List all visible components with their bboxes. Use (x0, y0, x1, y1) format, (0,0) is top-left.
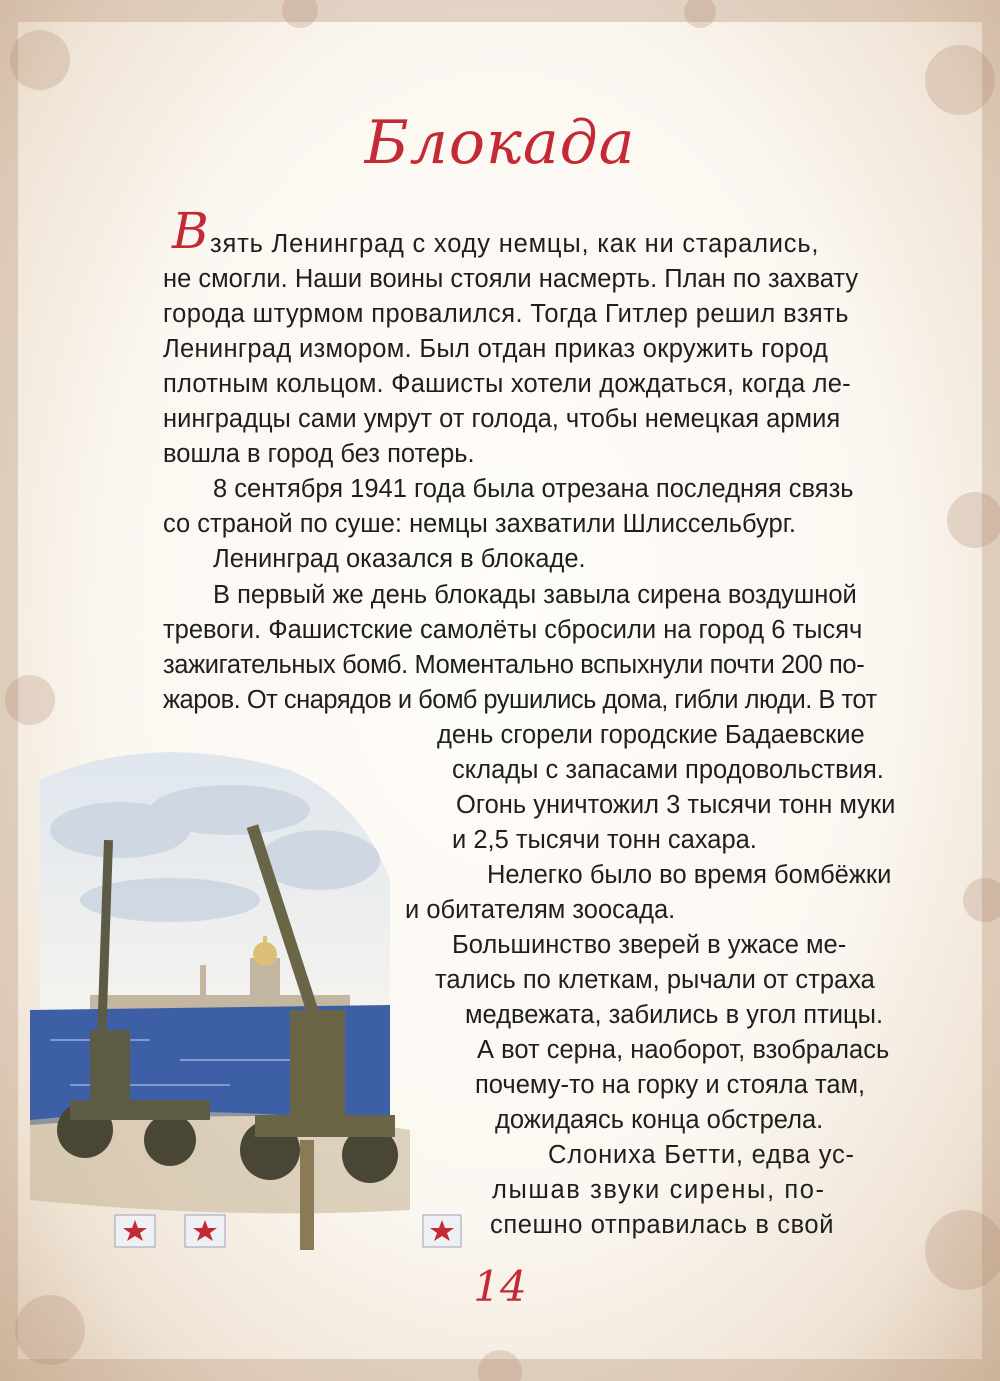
text-line: Ленинград измором. Был отдан приказ окружить город (163, 335, 829, 363)
text-line: не смогли. Наши воины стояли насмерть. План по захвату (163, 265, 859, 293)
text-line: спешно отправилась в свой (490, 1211, 835, 1239)
text-line: тревоги. Фашистские самолёты сбросили на город 6 тысяч (163, 616, 863, 644)
text-line: Огонь уничтожил 3 тысячи тонн муки (456, 791, 896, 819)
text-line: медвежата, забились в угол птицы. (465, 1001, 884, 1029)
text-line: зять Ленинград с ходу немцы, как ни старались, (210, 230, 820, 258)
anti-aircraft-guns-illustration (30, 740, 410, 1260)
text-line: и 2,5 тысячи тонн сахара. (452, 826, 757, 854)
text-line: день сгорели городские Бадаевские (437, 721, 865, 749)
red-star-icon (115, 1215, 225, 1247)
text-line: города штурмом провалился. Тогда Гитлер решил взять (163, 300, 849, 328)
drop-cap: В (172, 202, 209, 260)
text-line: склады с запасами продовольствия. (452, 756, 884, 784)
text-line: и обитателям зоосада. (405, 896, 676, 924)
text-line: тались по клеткам, рычали от страха (435, 966, 875, 994)
text-line: зажигательных бомб. Моментально вспыхнули почти 200 по- (163, 651, 865, 679)
text-line: почему-то на горку и стояла там, (475, 1071, 866, 1099)
text-line: Слониха Бетти, едва ус- (548, 1141, 855, 1169)
text-line: 8 сентября 1941 года была отрезана последняя связь (213, 475, 854, 503)
text-line: В первый же день блокады завыла сирена воздушной (213, 581, 857, 609)
text-line: жаров. От снарядов и бомб рушились дома, гибли люди. В тот (163, 686, 877, 714)
page-title: Блокада (364, 108, 636, 178)
text-line: вошла в город без потерь. (163, 440, 475, 468)
red-star-icon (420, 1210, 465, 1255)
text-line: А вот серна, наоборот, взобралась (477, 1036, 890, 1064)
text-line: Большинство зверей в ужасе ме- (452, 931, 847, 959)
text-line: нинградцы сами умрут от голода, чтобы немецкая армия (163, 405, 841, 433)
text-line: дожидаясь конца обстрела. (495, 1106, 824, 1134)
text-line: плотным кольцом. Фашисты хотели дождаться, когда ле- (163, 370, 851, 398)
text-line: лышав звуки сирены, по- (492, 1176, 826, 1204)
text-line: со страной по суше: немцы захватили Шлиссельбург. (163, 510, 796, 538)
text-line: Ленинград оказался в блокаде. (213, 545, 586, 573)
text-line: Нелегко было во время бомбёжки (487, 861, 892, 889)
page-number: 14 (473, 1262, 527, 1311)
